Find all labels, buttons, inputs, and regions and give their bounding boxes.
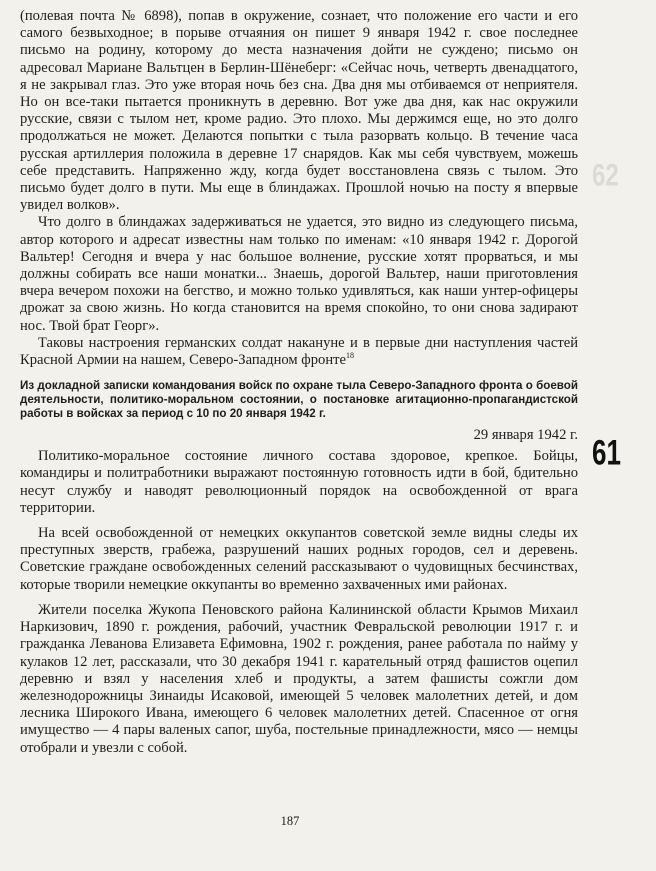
paragraph-atrocities: На всей освобожденной от немецких оккупантов советской земле видны следы их преступных зверств, грабежа, разрушений наших родных городов, сел и деревень. Советские граждане освобожденных селений рассказывают о чудовищных бесчинствах, которые творили немецкие оккупанты во временно захваченных ими районах. [20,525,578,593]
paragraph-morale: Политико-моральное состояние личного состава здоровое, крепкое. Бойцы, командиры и политработники выражают постоянную готовность идти в бой, бдительно несут службу и наводят революционный порядок на освобожденной от врага территории. [20,448,578,516]
document-number: 61 [592,432,621,473]
paragraph-summary-text: Таковы настроения германских солдат накануне и в первые дни наступления частей Красной Армии на нашем, Северо-Западном фронте [20,334,578,369]
footnote-reference: 18 [346,351,355,361]
page-body [20,8,578,757]
paragraph-testimony: Жители поселка Жукопа Пеновского района Калининской области Крымов Михаил Наркизович, 1890 г. рождения, рабочий, участник Февральской революции 1917 г. и гражданка Леванова Елизавета Ефимовна, 1902 г. рождения, ранее работала по найму у кулаков 12 лет, рассказали, что 30 декабря 1941 г. карательный отряд фашистов оцепил деревню и взял у населения хлеб и продукты, а затем фашисты сожгли дом железнодорожницы Зинаиды Исаковой, имеющей 5 человек малолетних детей, и дом лесника Широкого Ивана, имеющего 6 человек малолетних детей. Спасенное от огня имущество — 4 пары валеных сапог, шуба, постельные принадлежности, мясо — немцы отобрали и увезли с собой. [20,601,578,756]
bleed-through-number: 62 [592,158,619,194]
document-title: Из докладной записки командования войск по охране тыла Северо-Западного фронта о боевой деятельности, политико-моральном состоянии, о постановке агитационно-пропагандистской работы в войсках за период с 10 по 20 января 1942 г. [20,379,578,421]
paragraph-letter-1: (полевая почта № 6898), попав в окружение, сознает, что положение его части и его самого безвыходное; в порыве отчаяния он пишет 9 января 1942 г. свое последнее письмо на родину, которому до места назначения дойти не суждено; письмо он адресовал Мариане Вальтцен в Берлин-Шёнеберг: «Сейчас ночь, четверть двенадцатого, я не закрывал глаз. Это уже вторая ночь без сна. Два дня мы отбиваемся от неприятеля. Но он все-таки пытается проникнуть в деревню. Вот уже два дня, как нас окружили русские, связи с тылом нет, кроме радио. Это плохо. Мы держимся еще, но это долго продолжаться не может. Делаются попытки с тыла разорвать кольцо. В течение часа русская артиллерия положила в деревне 17 снарядов. Как мы себя чувствуем, можешь себе представить. Напряженно жду, когда будет восстановлена связь с тылом. Это письмо будет долго в пути. Мы еще в блиндажах. Прошлой ночью на посту я впервые увидел волков». [20,8,578,214]
document-date: 29 января 1942 г. [473,427,578,444]
paragraph-gap [20,594,578,602]
paragraph-letter-2: Что долго в блиндажах задерживаться не удается, это видно из следующего письма, автор которого и адресат известны нам только по именам: «10 января 1942 г. Дорогой Вальтер! Сегодня и вчера у нас большое волнение, русские хотят прорваться, и мы должны собирать все наши монатки... Знаешь, дорогой Вальтер, наши приготовления вчера вечером похожи на бегство, и можно только удивляться, как наши унтер-офицеры дрожат за свою жизнь. Но когда становится на время спокойно, то они снова задирают нос. Твой брат Георг». [20,214,578,334]
page-number: 187 [280,814,300,828]
paragraph-gap [20,517,578,525]
paragraph-summary [20,335,578,369]
